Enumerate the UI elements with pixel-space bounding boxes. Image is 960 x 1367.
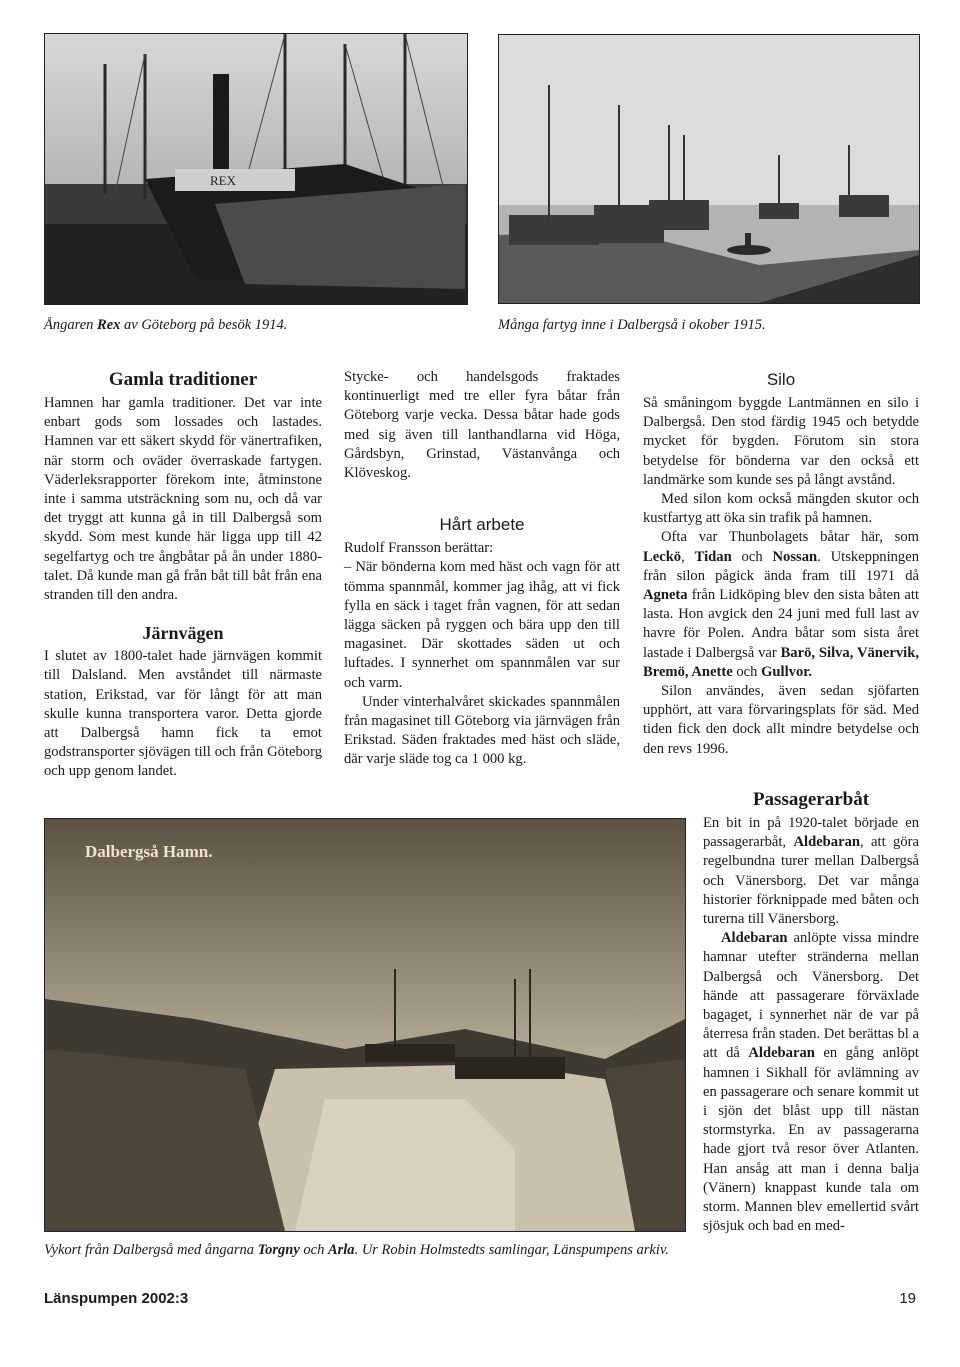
paragraph-styckegods: Stycke- och handelsgods fraktades kontinuerligt med tre eller fyra båtar från Göteborg varje vecka. Dessa båtar hade gods med sig även till lanthandlarna vid Höga, Gårdsbyn, Grinstad, Västanvånga och Klöveskog. — [344, 369, 620, 482]
heading-silo: Silo — [766, 370, 796, 389]
heading-jarnvagen: Järnvägen — [142, 623, 224, 644]
paragraph-jarnvagen: I slutet av 1800-talet hade järnvägen kommit till Dalsland. Men avståndet till närmaste station, Erikstad, var för långt för att man skulle kunna transportera varor. Detta gjorde att Dalbergså hamn fick ta emot godstransporter sjövägen till och från Göteborg och upp genom landet. — [44, 648, 322, 780]
column-3 — [643, 368, 919, 759]
paragraph-vinterhalvaret: Under vinterhalvåret skickades spannmålen från magasinet till Göteborg via järnvägen från Erikstad. Säden fraktades med häst och släde, där varje släde tog ca 1 000 kg. — [344, 693, 620, 768]
column-2 — [344, 368, 620, 770]
photo-ships-october-1915 — [498, 34, 920, 304]
hull-name-text: REX — [210, 173, 236, 188]
heading-passagerarbat: Passagerarbåt — [752, 789, 870, 810]
paragraph-rudolf: Rudolf Fransson berättar: — [344, 540, 494, 557]
caption-rex — [44, 316, 287, 334]
heading-gamla-traditioner: Gamla traditioner — [108, 369, 258, 390]
caption-october-text: Många fartyg inne i Dalbergså i okober 1915. — [498, 317, 766, 333]
postcard-title-text: Dalbergså Hamn. — [85, 842, 213, 861]
paragraph-silo-1: Så småningom byggde Lantmännen en silo i Dalbergså. Den stod färdig 1945 och betydde mycket för bygden. Förutom sin stora betydelse för bönderna var den också ett landmärke som kunde ses på långt avstånd. — [643, 395, 919, 488]
paragraph-silo-2: Med silon kom också mängden skutor och kustfartyg att öka sin trafik på hamnen. — [643, 491, 919, 527]
paragraph-gamla-traditioner: Hamnen har gamla traditioner. Det var inte enbart gods som lossades och lastades. Hamnen var ett säkert skydd för vänertrafiken, när storm och oväder överraskade fartygen. Väderleksrapporter förekom inte, åtminstone inte i samma utsträckning som nu, och då var det tryggt att kunna gå in till Dalbergså som skydd. Som mest kunde här ligga upp till 42 segelfartyg och tre ångbåtar på ån under 1880-talet. Då kunde man gå från båt till båt från ena stranden till den andra. — [44, 395, 322, 604]
photo-steamer-rex — [44, 33, 468, 305]
footer-page-number: 19 — [899, 1290, 916, 1307]
paragraph-passagerarbat-2: Aldebaran anlöpte vissa mindre hamnar utefter stränderna mellan Dalbergså och Vänersborg. Det hände att passagerare förväxlade bagaget, i synnerhet när de var på återresa från staden. Det berättas bl a att då Aldebaran en gång anlöpt hamnen i Sikhall för avlämning av en passagerare och senare kommit ut i sjön det blåst upp till nästan stormstyrka. En av passagerarna hade gjort två resor över Atlanten. Han ansåg att man i denna balja (Vänern) knappast kunde tala om storm. Mannen blev emellertid svårt sjösjuk och bad en med- — [703, 930, 919, 1235]
caption-rex-ship-name: Rex — [97, 317, 121, 333]
paragraph-bonderna: – När bönderna kom med häst och vagn för att tömma spannmål, kommer jag ihåg, att vi fick fylla en säck i taget från vagnen, för att sedan lägga säcken på ryggen och bära upp den till magasinet. Där skottades säden ut och luftades. I synnerhet om spannmålen var sur och varm. — [344, 559, 620, 691]
column-1 — [44, 368, 322, 782]
caption-october-1915 — [498, 316, 766, 334]
caption-rex-prefix: Ångaren — [44, 317, 98, 333]
paragraph-silo-3: Ofta var Thunbolagets båtar här, som Leckö, Tidan och Nossan. Utskeppningen från silon pågick ända fram till 1971 då Agneta från Lidköping blev den sista båten att lasta. Hon avgick den 24 juni med full last av havre för Polen. Andra båtar som sista året lastade i Dalbergså var Barö, Silva, Vänervik, Bremö, Anette och Gullvor. — [643, 529, 919, 680]
caption-rex-suffix: av Göteborg på besök 1914. — [120, 317, 288, 333]
paragraph-passagerarbat-1: En bit in på 1920-talet började en passagerarbåt, Aldebaran, att göra regelbundna turer mellan Dalbergså och Vänersborg. Det var många historier förknippade med båten och turerna till Vänersborg. — [703, 815, 919, 928]
footer-publication: Länspumpen 2002:3 — [44, 1290, 189, 1307]
paragraph-silo-4: Silon användes, även sedan sjöfarten upphört, att vara förvaringsplats för säd. Med tiden fick den dock allt mindre betydelse och den revs 1996. — [643, 683, 919, 757]
heading-hart-arbete: Hårt arbete — [439, 515, 525, 535]
column-3-passagerarbat — [703, 788, 919, 1236]
photo-postcard-dalbergsa-hamn — [44, 818, 686, 1232]
caption-vykort: Vykort från Dalbergså med ångarna Torgny och Arla. Ur Robin Holmstedts samlingar, Länspumpens arkiv. — [44, 1242, 669, 1258]
